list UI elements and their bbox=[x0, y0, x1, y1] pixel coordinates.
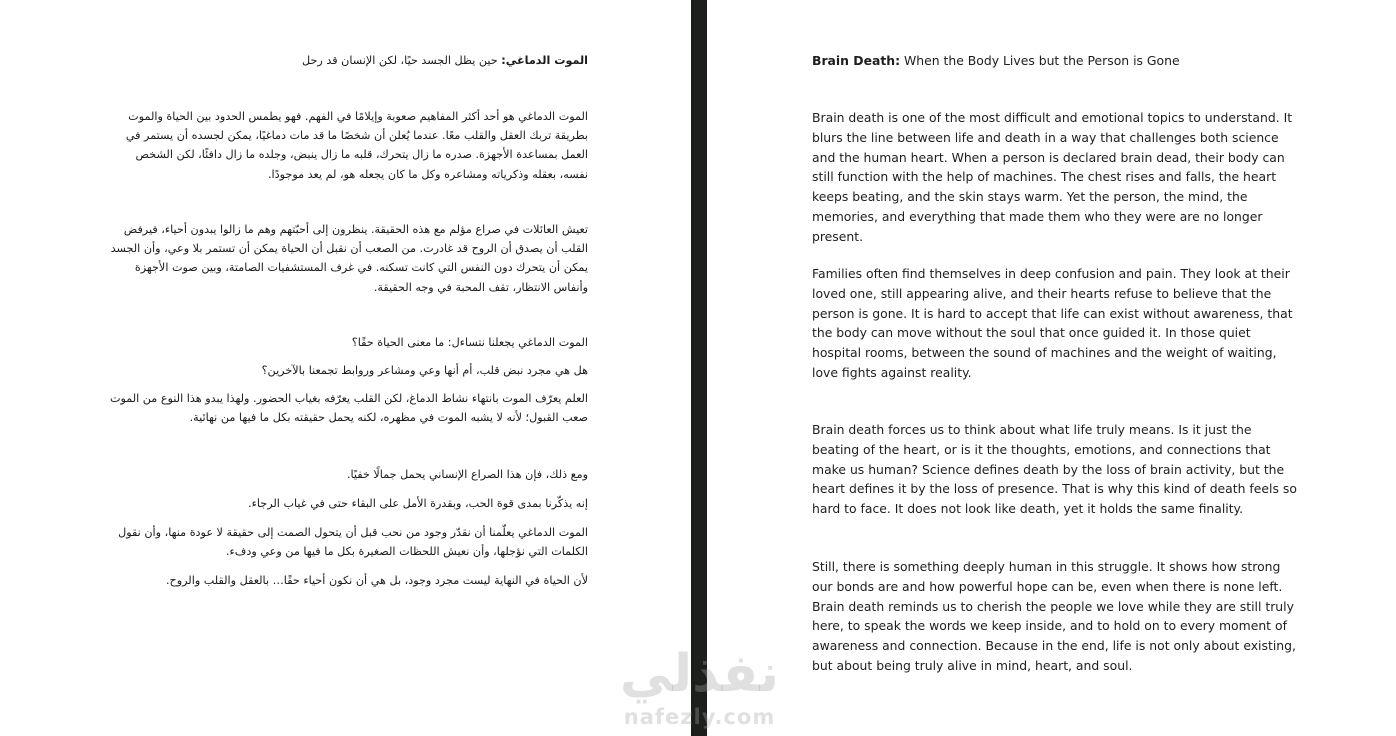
english-paragraph: Still, there is something deeply human in this struggle. It shows how strong our bonds are and how powerful hope can be, even when there is none left. Brain death reminds us to cherish the people we love while they are still truly here, to speak the words we keep inside, and to hold on to every moment of awareness and connection. Because in the end, life is not only about existing, but about being truly alive in mind, heart, and soul. bbox=[812, 559, 1296, 673]
arabic-paragraph: العلم يعرّف الموت بانتهاء نشاط الدماغ، لكن القلب يعرّفه بغياب الحضور. ولهذا يبدو هذا النوع من الموت صعب القبول؛ لأنه لا يشبه الموت في مظهره، لكنه يحمل حقيقته بكل ما فيها من نهائية. bbox=[109, 392, 588, 425]
arabic-paragraph: لأن الحياة في النهاية ليست مجرد وجود، بل هي أن نكون أحياء حقًا… بالعقل والقلب والروح. bbox=[165, 574, 588, 587]
arabic-paragraph: ومع ذلك، فإن هذا الصراع الإنساني يحمل جمالًا خفيًا. bbox=[346, 468, 588, 481]
watermark-logo: نفذلي bbox=[619, 644, 780, 704]
arabic-title bbox=[104, 51, 588, 70]
arabic-paragraph: هل هي مجرد نبض قلب، أم أنها وعي ومشاعر وروابط تجمعنا بالآخرين؟ bbox=[261, 364, 588, 377]
arabic-paragraph: إنه يذكّرنا بمدى قوة الحب، وبقدرة الأمل على البقاء حتى في غياب الرجاء. bbox=[248, 497, 588, 510]
english-title-bold: Brain Death: bbox=[812, 53, 901, 68]
arabic-title-rest: حين يظل الجسد حيًا، لكن الإنسان قد رحل bbox=[302, 54, 502, 67]
english-paragraph: Brain death is one of the most difficult and emotional topics to understand. It blurs the line between life and death in a way that challenges both science and the human heart. When a person is declared brain dead, their body can still function with the help of machines. The chest rises and falls, the heart keeps beating, and the skin stays warm. Yet the person, the mind, the memories, and everything that made them who they were are no longer present. bbox=[812, 110, 1293, 244]
arabic-paragraph: تعيش العائلات في صراع مؤلم مع هذه الحقيقة. ينظرون إلى أحبّتهم وهم ما زالوا يبدون أحياء، فيرفض القلب أن يصدق أن الروح قد غادرت. من الصعب أن نقبل أن الحياة يمكن أن تستمر بلا وعي، وأن الجسد يمكن أن يتحرك دون النفس التي كانت تسكنه. في غرف المستشفيات الصامتة، وبين صوت الأجهزة وأنفاس الانتظار، تقف المحبة في وجه الحقيقة. bbox=[110, 223, 588, 294]
arabic-paragraph: الموت الدماغي هو أحد أكثر المفاهيم صعوبة وإيلامًا في الفهم. فهو يطمس الحدود بين الحياة والموت بطريقة تربك العقل والقلب معًا. عندما يُعلن أن شخصًا ما قد مات دماغيًا، يمكن لجسده أن يستمر في العمل بمساعدة الأجهزة. صدره ما زال يتحرك، قلبه ما زال ينبض، وجلده ما زال دافئًا، لكن الشخص نفسه، بعقله وذكرياته ومشاعره وكل ما كان يجعله هو، لم يعد موجودًا. bbox=[125, 110, 588, 181]
arabic-title-bold: الموت الدماغي: bbox=[501, 54, 588, 67]
page-divider bbox=[691, 0, 707, 736]
english-title bbox=[812, 51, 1297, 71]
english-page bbox=[707, 0, 1396, 736]
watermark-url: nafezly.com bbox=[623, 705, 776, 729]
english-paragraph: Families often find themselves in deep confusion and pain. They look at their loved one, still appearing alive, and their hearts refuse to believe that the person is gone. It is hard to accept that life can exist without awareness, that the body can move without the soul that once guided it. In those quiet hospital rooms, between the sound of machines and the weight of waiting, love fights against reality. bbox=[812, 266, 1293, 380]
english-paragraph: Brain death forces us to think about what life truly means. Is it just the beating of the heart, or is it the thoughts, emotions, and connections that make us human? Science defines death by the loss of brain activity, but the heart defines it by the loss of presence. That is why this kind of death feels so hard to face. It does not look like death, yet it holds the same finality. bbox=[812, 422, 1297, 517]
arabic-paragraph: الموت الدماغي يعلّمنا أن نقدّر وجود من نحب قبل أن يتحول الصمت إلى حقيقة لا عودة منها، وأن نقول الكلمات التي نؤجلها، وأن نعيش اللحظات الصغيرة بكل ما فيها من وعي ودفء. bbox=[118, 526, 588, 559]
arabic-paragraph: الموت الدماغي يجعلنا نتساءل: ما معنى الحياة حقًا؟ bbox=[351, 336, 588, 349]
english-title-rest: When the Body Lives but the Person is Gone bbox=[900, 53, 1180, 68]
arabic-page bbox=[0, 0, 691, 736]
